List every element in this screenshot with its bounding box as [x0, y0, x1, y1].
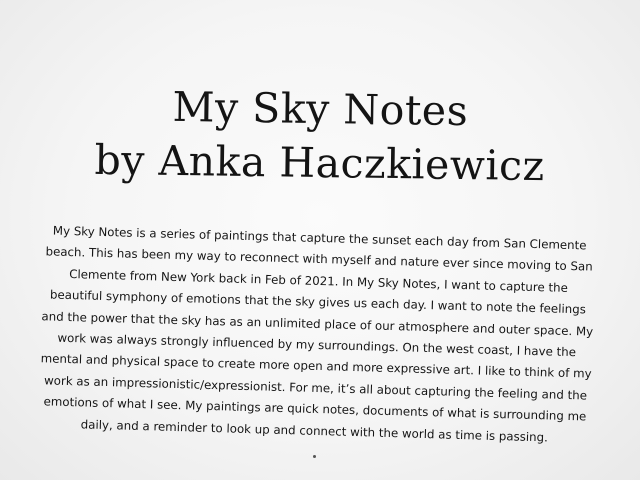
wall-mark — [313, 455, 316, 458]
body-line-8: work as an impressionistic/expressionist. For me, it’s all about capturing the feeling and the — [43, 373, 588, 403]
body-line-1: My Sky Notes is a series of paintings that capture the sunset each day from San Clemente — [52, 223, 587, 253]
body-line-4: beautiful symphony of emotions that the sky gives us each day. I want to note the feelings — [49, 287, 587, 317]
title-line-1: My Sky Notes — [172, 82, 469, 136]
body-line-2: beach. This has been my way to reconnect with myself and nature ever since moving to San — [45, 244, 593, 275]
body-line-5: and the power that the sky has as an unlimited place of our atmosphere and outer space. My — [41, 308, 594, 339]
title-line-2: by Anka Haczkiewicz — [94, 135, 545, 191]
body-line-6: work was always strongly influenced by my surroundings. On the west coast, I have the — [57, 330, 577, 360]
body-line-3: Clemente from New York back in Feb of 2021. In My Sky Notes, I want to capture the — [69, 266, 569, 295]
body-line-10: daily, and a reminder to look up and connect with the world as time is passing. — [80, 417, 549, 445]
placard-body — [22, 220, 612, 450]
body-line-9: emotions of what I see. My paintings are quick notes, documents of what is surrounding me — [43, 394, 587, 424]
placard-title — [0, 78, 640, 195]
body-line-7: mental and physical space to create more open and more expressive art. I like to think of my — [40, 351, 592, 382]
